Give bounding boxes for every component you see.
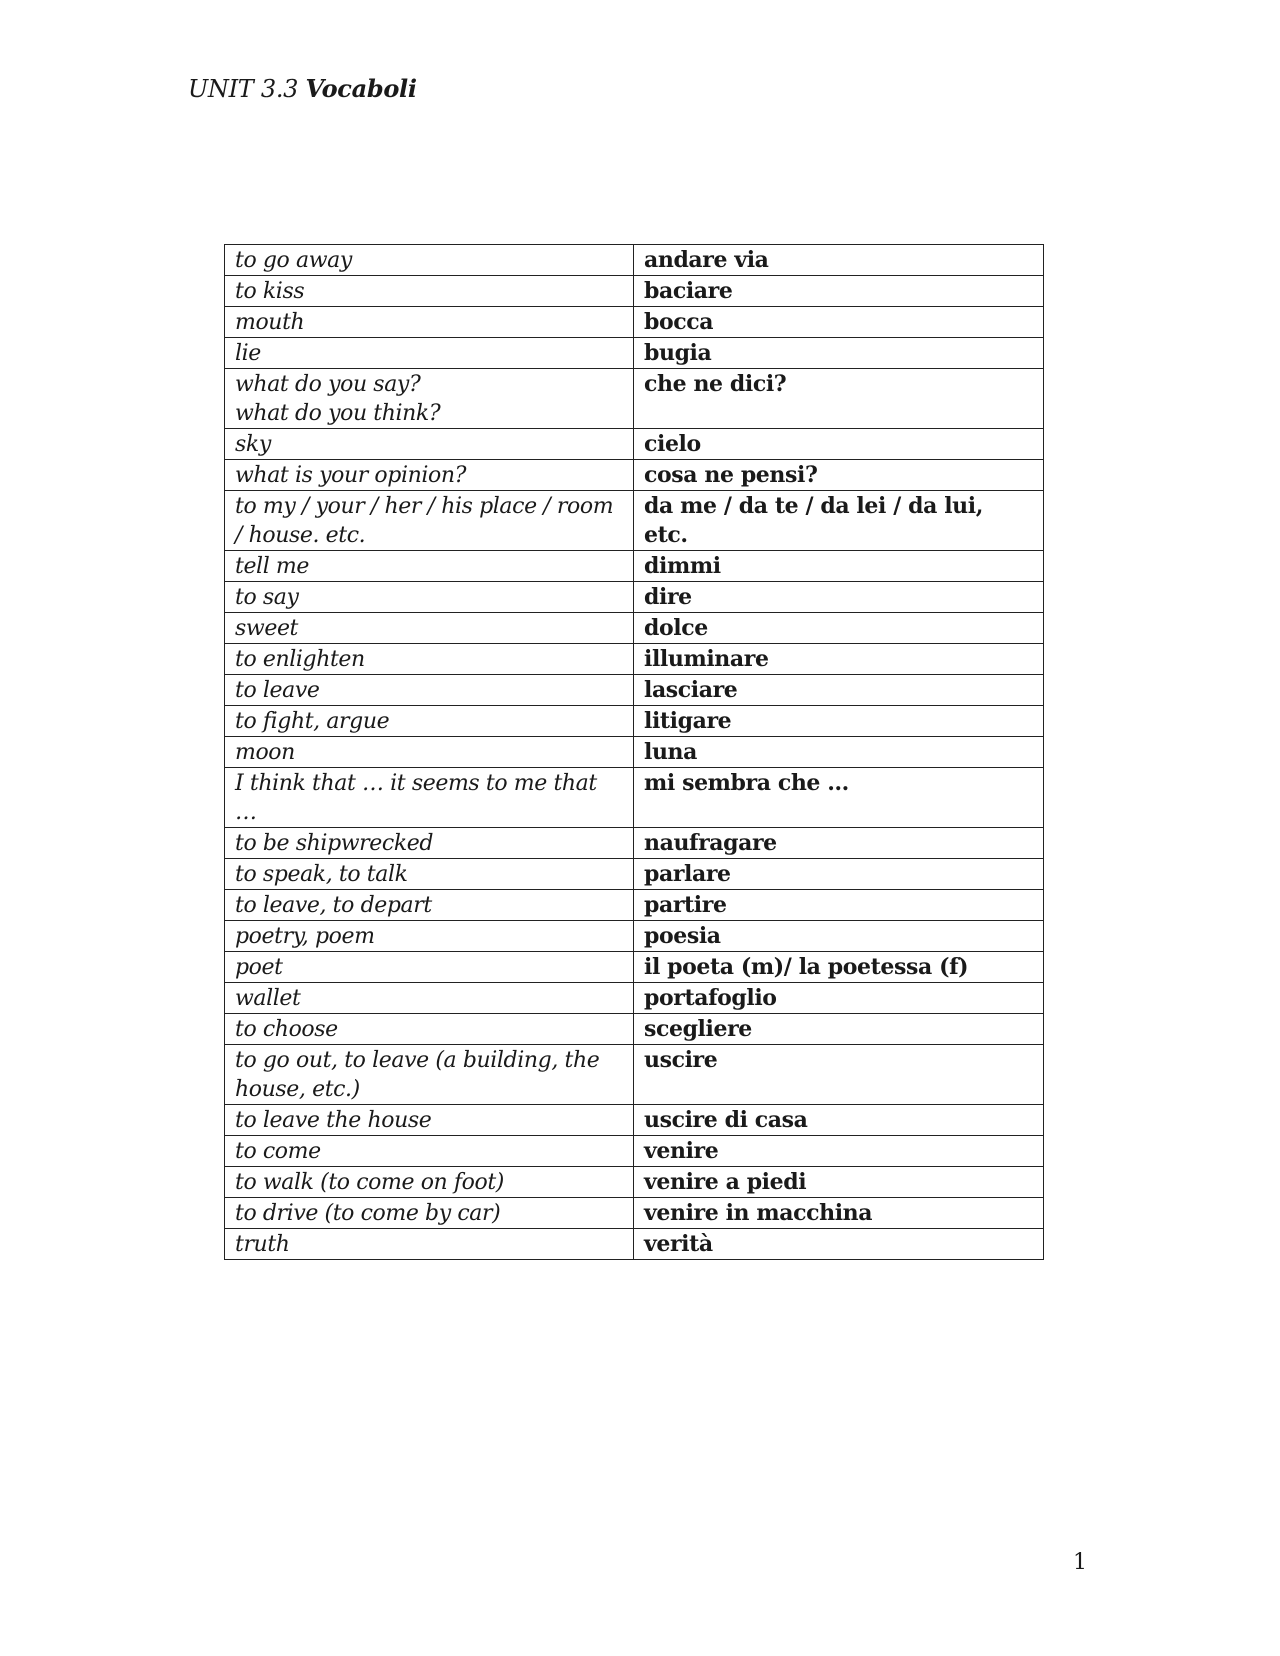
english-term: sky	[225, 429, 634, 460]
italian-term: da me / da te / da lei / da lui, etc.	[634, 491, 1044, 551]
page-title: Vocaboli	[305, 74, 417, 103]
table-row	[225, 338, 1044, 369]
english-term: to leave	[225, 675, 634, 706]
table-row	[225, 921, 1044, 952]
italian-term: poesia	[634, 921, 1044, 952]
english-term: to my / your / her / his place / room / house. etc.	[225, 491, 634, 551]
table-row	[225, 983, 1044, 1014]
english-term: to be shipwrecked	[225, 828, 634, 859]
table-row	[225, 644, 1044, 675]
table-row	[225, 460, 1044, 491]
table-row	[225, 276, 1044, 307]
italian-term: andare via	[634, 245, 1044, 276]
english-term: to fight, argue	[225, 706, 634, 737]
italian-term: litigare	[634, 706, 1044, 737]
english-term: to leave, to depart	[225, 890, 634, 921]
english-term: to choose	[225, 1014, 634, 1045]
italian-term: venire a piedi	[634, 1167, 1044, 1198]
italian-term: cosa ne pensi?	[634, 460, 1044, 491]
english-term: wallet	[225, 983, 634, 1014]
italian-term: mi sembra che …	[634, 768, 1044, 828]
english-term: sweet	[225, 613, 634, 644]
table-row	[225, 828, 1044, 859]
table-row	[225, 582, 1044, 613]
italian-term: illuminare	[634, 644, 1044, 675]
page-number: 1	[1073, 1550, 1087, 1575]
table-row	[225, 1105, 1044, 1136]
italian-term: scegliere	[634, 1014, 1044, 1045]
table-row	[225, 768, 1044, 828]
table-row	[225, 675, 1044, 706]
table-row	[225, 429, 1044, 460]
table-row	[225, 1045, 1044, 1105]
table-row	[225, 1167, 1044, 1198]
vocabulary-table	[224, 244, 1044, 1260]
page-header	[188, 74, 417, 103]
italian-term: il poeta (m)/ la poetessa (f)	[634, 952, 1044, 983]
table-row	[225, 491, 1044, 551]
english-term: I think that … it seems to me that …	[225, 768, 634, 828]
vocabulary-table-body	[225, 245, 1044, 1260]
italian-term: portafoglio	[634, 983, 1044, 1014]
table-row	[225, 551, 1044, 582]
english-term: to enlighten	[225, 644, 634, 675]
italian-term: venire in macchina	[634, 1198, 1044, 1229]
italian-term: verità	[634, 1229, 1044, 1260]
english-term: to say	[225, 582, 634, 613]
english-term: to walk (to come on foot)	[225, 1167, 634, 1198]
english-term: mouth	[225, 307, 634, 338]
italian-term: dimmi	[634, 551, 1044, 582]
italian-term: naufragare	[634, 828, 1044, 859]
english-term: truth	[225, 1229, 634, 1260]
table-row	[225, 1229, 1044, 1260]
english-term: poetry, poem	[225, 921, 634, 952]
italian-term: uscire di casa	[634, 1105, 1044, 1136]
table-row	[225, 307, 1044, 338]
unit-label: UNIT 3.3	[188, 75, 299, 103]
italian-term: luna	[634, 737, 1044, 768]
table-row	[225, 890, 1044, 921]
table-row	[225, 706, 1044, 737]
italian-term: che ne dici?	[634, 369, 1044, 429]
english-term: moon	[225, 737, 634, 768]
english-term: lie	[225, 338, 634, 369]
italian-term: lasciare	[634, 675, 1044, 706]
english-term: what do you say? what do you think?	[225, 369, 634, 429]
table-row	[225, 613, 1044, 644]
english-term: to go away	[225, 245, 634, 276]
table-row	[225, 859, 1044, 890]
italian-term: dire	[634, 582, 1044, 613]
english-term: to go out, to leave (a building, the house, etc.)	[225, 1045, 634, 1105]
italian-term: uscire	[634, 1045, 1044, 1105]
italian-term: venire	[634, 1136, 1044, 1167]
italian-term: bocca	[634, 307, 1044, 338]
english-term: to speak, to talk	[225, 859, 634, 890]
italian-term: parlare	[634, 859, 1044, 890]
italian-term: dolce	[634, 613, 1044, 644]
english-term: what is your opinion?	[225, 460, 634, 491]
table-row	[225, 1014, 1044, 1045]
english-term: to drive (to come by car)	[225, 1198, 634, 1229]
english-term: to come	[225, 1136, 634, 1167]
italian-term: cielo	[634, 429, 1044, 460]
table-row	[225, 369, 1044, 429]
table-row	[225, 737, 1044, 768]
english-term: tell me	[225, 551, 634, 582]
english-term: to leave the house	[225, 1105, 634, 1136]
italian-term: bugia	[634, 338, 1044, 369]
table-row	[225, 952, 1044, 983]
english-term: to kiss	[225, 276, 634, 307]
table-row	[225, 1198, 1044, 1229]
italian-term: partire	[634, 890, 1044, 921]
english-term: poet	[225, 952, 634, 983]
italian-term: baciare	[634, 276, 1044, 307]
table-row	[225, 1136, 1044, 1167]
table-row	[225, 245, 1044, 276]
